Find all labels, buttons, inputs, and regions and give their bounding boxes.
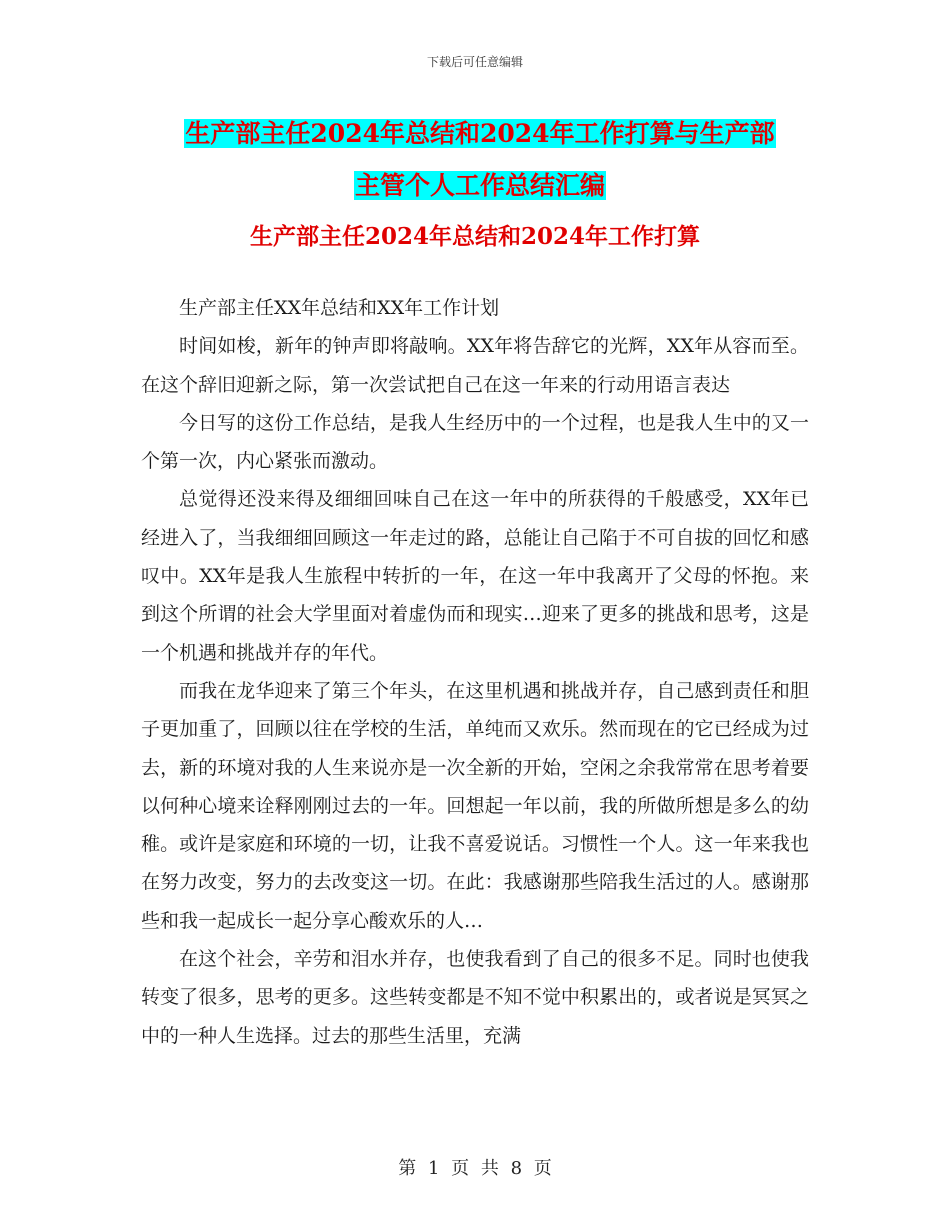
paragraph: 时间如梭，新年的钟声即将敲响。XX年将告辞它的光辉，XX年从容而至。在这个辞旧迎新之际，第一次尝试把自己在这一年来的行动用语言表达 <box>141 335 809 396</box>
paragraph: 生产部主任XX年总结和XX年工作计划 <box>179 297 500 319</box>
paragraph: 在这个社会，辛劳和泪水并存，也使我看到了自己的很多不足。同时也使我转变了很多，思考的更多。这些转变都是不知不觉中积累出的，或者说是冥冥之中的一种人生选择。过去的那些生活里，充满 <box>141 948 809 1047</box>
title-line-1: 生产部主任2024年总结和2024年工作打算与生产部 <box>185 119 775 148</box>
title-line-2: 主管个人工作总结汇编 <box>354 171 605 200</box>
paragraph: 总觉得还没来得及细细回味自己在这一年中的所获得的千般感受，XX年已经进入了，当我细细回顾这一年走过的路，总能让自己陷于不可自拔的回忆和感叹中。XX年是我人生旅程中转折的一年，在这一年中我离开了父母的怀抱。来到这个所谓的社会大学里面对着虚伪而和现实…迎来了更多的挑战和思考，这是一个机遇和挑战并存的年代。 <box>141 488 809 664</box>
body-text <box>141 289 809 1055</box>
section-title: 生产部主任2024年总结和2024年工作打算 <box>249 223 701 250</box>
paragraph: 今日写的这份工作总结，是我人生经历中的一个过程，也是我人生中的又一个第一次，内心紧张而激动。 <box>141 411 809 473</box>
page-footer: 第 1 页 共 8 页 <box>398 1158 552 1179</box>
document-title <box>150 108 810 212</box>
paragraph: 而我在龙华迎来了第三个年头，在这里机遇和挑战并存，自己感到责任和胆子更加重了，回顾以往在学校的生活，单纯而又欢乐。然而现在的它已经成为过去，新的环境对我的人生来说亦是一次全新的开始，空闲之余我常常在思考着要以何种心境来诠释刚刚过去的一年。回想起一年以前，我的所做所想是多么的幼稚。或许是家庭和环境的一切，让我不喜爱说话。习惯性一个人。这一年来我也在努力改变，努力的去改变这一切。在此：我感谢那些陪我生活过的人。感谢那些和我一起成长一起分享心酸欢乐的人… <box>141 679 809 932</box>
page-header: 下载后可任意编辑 <box>426 55 523 69</box>
